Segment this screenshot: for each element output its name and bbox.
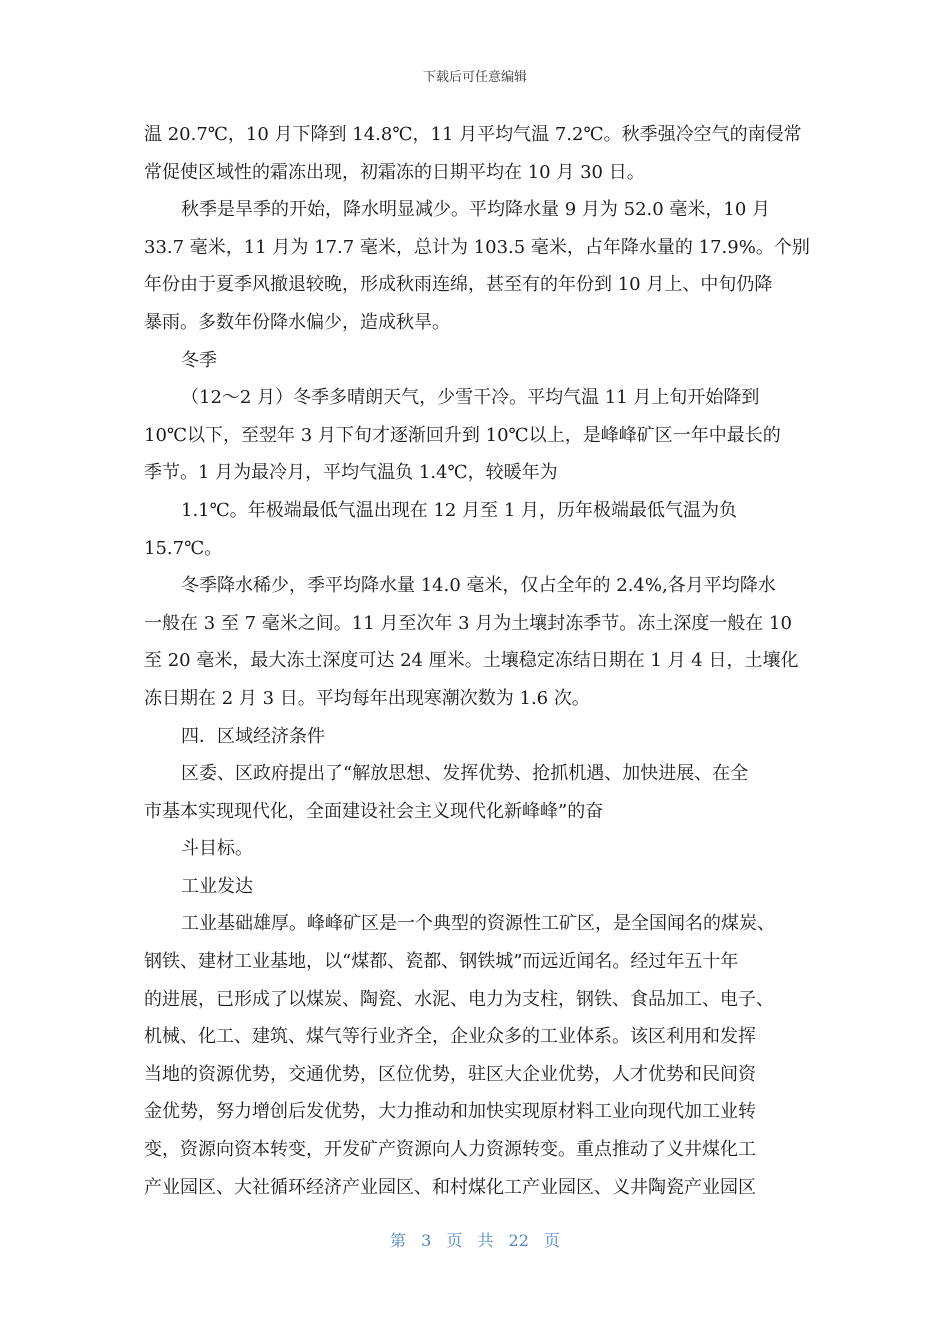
text-line: 33.7 毫米，11 月为 17.7 毫米，总计为 103.5 毫米，占年降水量的 17.9%。个别 (144, 236, 810, 258)
text-line: 秋季是旱季的开始，降水明显减少。平均降水量 9 月为 52.0 毫米，10 月 (181, 199, 771, 221)
text-line: 金优势，努力增创后发优势，大力推动和加快实现原材料工业向现代加工业转 (144, 1101, 756, 1123)
page-number-footer: 第 3 页 共 22 页 (390, 1231, 560, 1250)
text-line: 机械、化工、建筑、煤气等行业齐全，企业众多的工业体系。该区利用和发挥 (144, 1026, 756, 1048)
text-line: （12～2 月）冬季多晴朗天气，少雪干冷。平均气温 11 月上旬开始降到 (181, 387, 760, 409)
text-line: 产业园区、大社循环经济产业园区、和村煤化工产业园区、义井陶瓷产业园区 (144, 1176, 756, 1198)
text-line: 变，资源向资本转变，开发矿产资源向人力资源转变。重点推动了义井煤化工 (144, 1139, 756, 1161)
text-line: 当地的资源优势，交通优势，区位优势，驻区大企业优势，人才优势和民间资 (144, 1063, 756, 1085)
text-line: 的进展，已形成了以煤炭、陶瓷、水泥、电力为支柱，钢铁、食品加工、电子、 (144, 988, 774, 1010)
text-line: 15.7℃。 (144, 537, 223, 559)
text-line: 工业基础雄厚。峰峰矿区是一个典型的资源性工矿区，是全国闻名的煤炭、 (181, 913, 775, 935)
text-line: 常促使区域性的霜冻出现，初霜冻的日期平均在 10 月 30 日。 (144, 161, 645, 183)
text-line: 冬季降水稀少，季平均降水量 14.0 毫米，仅占全年的 2.4%,各月平均降水 (181, 575, 776, 597)
text-line: 冻日期在 2 月 3 日。平均每年出现寒潮次数为 1.6 次。 (144, 687, 590, 709)
text-line: 年份由于夏季风撤退较晚，形成秋雨连绵，甚至有的年份到 10 月上、中旬仍降 (144, 274, 773, 296)
text-line: 10℃以下，至翌年 3 月下旬才逐渐回升到 10℃以上，是峰峰矿区一年中最长的 (144, 424, 781, 446)
text-line: 市基本实现现代化，全面建设社会主义现代化新峰峰”的奋 (144, 800, 604, 822)
text-line: 四．区域经济条件 (181, 725, 325, 747)
text-line: 一般在 3 至 7 毫米之间。11 月至次年 3 月为土壤封冻季节。冻土深度一般在 10 (144, 612, 792, 634)
text-line: 1.1℃。年极端最低气温出现在 12 月至 1 月，历年极端最低气温为负 (181, 499, 738, 521)
page-header: 下载后可任意编辑 (422, 70, 527, 85)
document-body (144, 116, 810, 1206)
text-line: 温 20.7℃，10 月下降到 14.8℃，11 月平均气温 7.2℃。秋季强冷空气的南侵常 (144, 124, 802, 145)
text-line: 冬季 (181, 349, 217, 371)
text-line: 斗目标。 (181, 838, 253, 860)
text-line: 至 20 毫米，最大冻土深度可达 24 厘米。土壤稳定冻结日期在 1 月 4 日，土壤化 (144, 650, 799, 672)
text-line: 季节。1 月为最冷月，平均气温负 1.4℃，较暖年为 (144, 462, 558, 484)
text-line: 暴雨。多数年份降水偏少，造成秋旱。 (144, 311, 450, 333)
text-line: 钢铁、建材工业基地，以“煤都、瓷都、钢铁城”而远近闻名。经过年五十年 (144, 951, 739, 973)
text-line: 区委、区政府提出了“解放思想、发挥优势、抢抓机遇、加快进展、在全 (181, 763, 749, 785)
text-line: 工业发达 (181, 875, 253, 897)
